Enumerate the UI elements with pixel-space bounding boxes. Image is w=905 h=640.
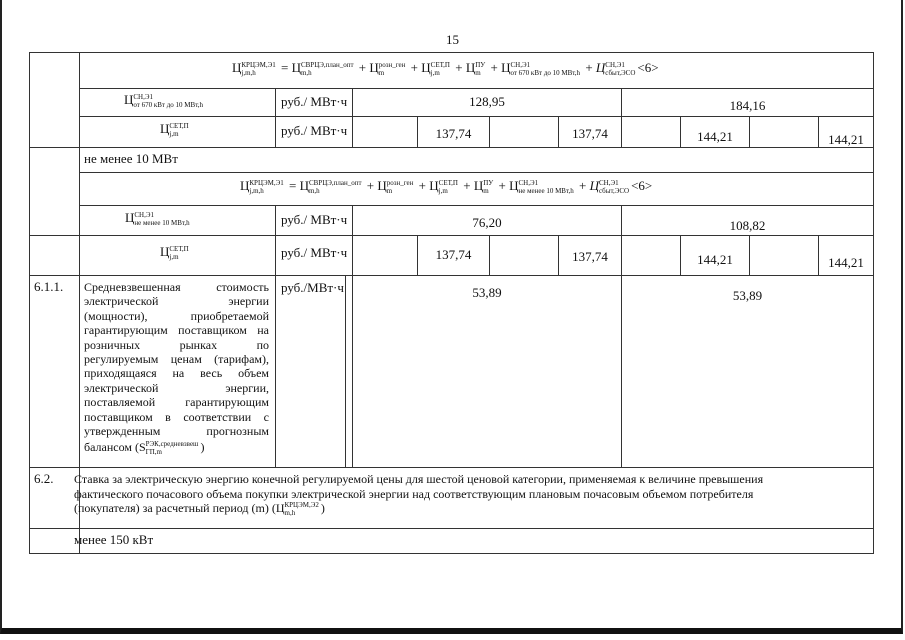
- value-cell: 144,21: [828, 132, 864, 147]
- value-column-divider: [621, 88, 622, 147]
- value-cell: 108,82: [729, 218, 766, 233]
- unit-label: руб./ МВт·ч: [281, 123, 348, 138]
- label-sn-e1-670: Ц СН,Э1 от 670 кВт до 10 МВт,h: [124, 92, 203, 110]
- value-cell: 144,21: [697, 252, 733, 267]
- label-column-divider: [275, 205, 276, 467]
- table-rule: [29, 147, 874, 148]
- table-rule: [29, 235, 874, 236]
- value-cell: 128,95: [469, 94, 505, 109]
- row-number: 6.1.1.: [34, 279, 64, 294]
- row-description: Средневзвешенная стоимость электрической энергии (мощности), приобретаемой гарантирующим поставщиком на розничных рынках по регулируемым ценам (тарифам), приходящаяся на весь объем электрической энергии, поставляемой гарантирующим поставщиком в соответствии с утвержденным прогнозным балансом (S РЭК,средневзвеш ГП,m ): [84, 280, 269, 457]
- row-number: 6.2.: [34, 471, 54, 486]
- unit-label: руб./ МВт·ч: [281, 245, 348, 260]
- subcolumn-divider: [749, 116, 750, 147]
- value-cell: 137,74: [572, 249, 608, 264]
- label-sn-e1-10mw: Ц СН,Э1 не менее 10 МВт,h: [125, 210, 190, 228]
- value-cell: 53,89: [732, 288, 763, 303]
- unit-column-divider: [352, 205, 353, 467]
- value-cell: 137,74: [435, 126, 472, 141]
- value-column-divider: [621, 205, 622, 467]
- table-rule: [29, 275, 874, 276]
- table-border-left: [29, 52, 30, 554]
- value-cell: 144,21: [697, 129, 733, 144]
- table-rule: [29, 528, 874, 529]
- page-number: 15: [446, 32, 459, 47]
- table-rule: [79, 116, 874, 117]
- unit-label: руб./ МВт·ч: [281, 212, 348, 227]
- subcolumn-divider: [749, 235, 750, 275]
- table-border-right: [873, 52, 874, 554]
- value-cell: 137,74: [435, 247, 472, 262]
- label-column-divider: [275, 88, 276, 147]
- table-rule: [29, 467, 874, 468]
- value-cell: 53,89: [472, 285, 502, 300]
- label-set-p: Ц СЕТ,П j,m: [160, 121, 189, 139]
- unit-label: руб./МВт·ч: [281, 280, 344, 295]
- value-cell: 76,20: [472, 215, 502, 230]
- section-title: не менее 10 МВт: [84, 151, 178, 166]
- table-rule: [79, 88, 874, 89]
- table-border-top: [29, 52, 874, 53]
- unit-column-divider: [345, 275, 346, 467]
- value-cell: 137,74: [572, 126, 608, 141]
- value-cell: 184,16: [729, 98, 766, 113]
- subcolumn-divider: [489, 235, 490, 275]
- value-cell: 144,21: [828, 255, 864, 270]
- subcolumn-divider: [489, 116, 490, 147]
- table-border-bottom: [29, 553, 874, 554]
- row-62-text: Ставка за электрическую энергию конечной регулируемой цены для шестой ценовой категории, применяемая к величине превышения фактического почасового объема покупки электрической энергии над соответствующим плановым почасовым объемом потребителя (покупателя) за расчетный период (m) (Ц КРЦЭМ,Э2 m,h ): [74, 472, 764, 518]
- table-rule: [79, 205, 874, 206]
- label-set-p: Ц СЕТ,П j,m: [160, 244, 189, 262]
- table-rule: [79, 172, 874, 173]
- unit-label: руб./ МВт·ч: [281, 94, 348, 109]
- formula-kr-tsem-e1-670: Ц КРЦЭМ,Э1 j,m,h = Ц СВРЦЭ,план_опт m,h + Ц розн_ген m + Ц СЕТ,П j,m + Ц ПУ m + Ц СН,Э1 от 670 кВт до 10 МВт,h + Ц СН,Э1 сбыт,ЭСО <6>: [232, 60, 659, 78]
- formula-kr-tsem-e1-10mw: Ц КРЦЭМ,Э1 j,m,h = Ц СВРЦЭ,план_опт m,h + Ц розн_ген m + Ц СЕТ,П j,m + Ц ПУ m + Ц СН,Э1 не менее 10 МВт,h + Ц СН,Э1 сбыт,ЭСО <6>: [240, 178, 653, 196]
- section-title: менее 150 кВт: [74, 532, 154, 547]
